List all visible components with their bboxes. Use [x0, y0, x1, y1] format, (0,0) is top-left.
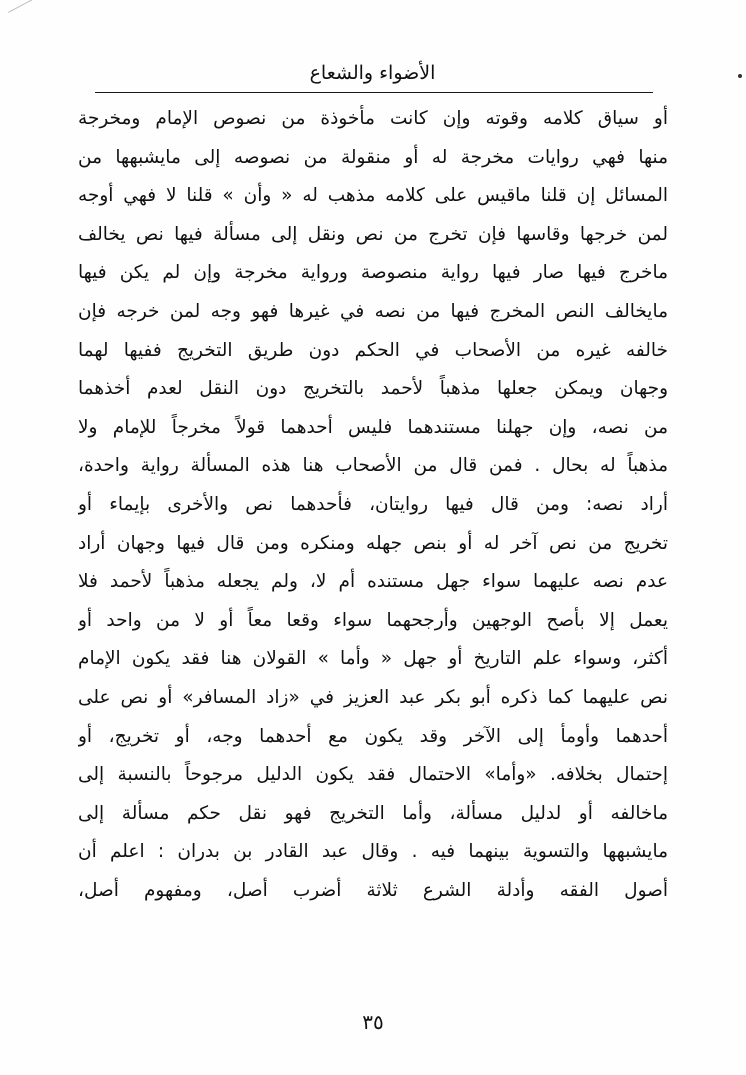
text-line: خالفه غيره من الأصحاب في الحكم دون طريق التخريج ففيها لهما: [78, 339, 668, 361]
running-header-title: الأضواء والشعاع: [309, 62, 436, 84]
scan-artifact-dot: [738, 74, 742, 78]
text-line: أو سياق كلامه وقوته وإن كانت مأخوذة من نصوص الإمام ومخرجة: [78, 108, 668, 129]
text-line: أحدهما وأومأ إلى الآخر وقد يكون مع أحدهما وجه، أو تخريج، أو: [78, 725, 668, 747]
text-line: وجهان ويمكن جعلها مذهباً لأحمد بالتخريج دون النقل لعدم أخذهما: [78, 378, 668, 400]
text-line: أكثر، وسواء علم التاريخ أو جهل « وأما » القولان هنا فقد يكون الإمام: [78, 648, 668, 670]
text-line: أصول الفقه وأدلة الشرع ثلاثة أضرب أصل، ومفهوم أصل،: [78, 879, 668, 901]
text-line: ماخالفه أو لدليل مسألة، وأما التخريج فهو نقل حكم مسألة إلى: [78, 802, 668, 824]
text-line: يعمل إلا بأصح الوجهين وأرجحهما سواء وقعا معاً أو لا من واحد أو: [78, 609, 668, 631]
page-number: ٣٥: [362, 1010, 384, 1034]
running-header: [95, 58, 650, 92]
text-line: المسائل إن قلنا ماقيس على كلامه مذهب له « وأن » قلنا لا فهي أوجه: [78, 185, 668, 207]
text-line: مايخالف النص المخرج فيها من نصه في غيرها فهو وجه لمن خرجه فإن: [78, 300, 668, 322]
header-divider: [95, 92, 653, 93]
text-line: نص عليهما كما ذكره أبو بكر عبد العزيز في «زاد المسافر» أو نص على: [78, 686, 668, 708]
text-line: عدم نصه عليهما سواء جهل مستنده أم لا، ولم يجعله مذهباً لأحمد فلا: [78, 571, 668, 593]
text-line: لمن خرجها وقاسها فإن تخرج من نص ونقل إلى مسألة فيها نص يخالف: [78, 223, 668, 245]
text-line: من نصه، وإن جهلنا مستندهما فليس أحدهما قولاً مخرجاً للإمام ولا: [78, 416, 668, 438]
text-line: إحتمال بخلافه. «وأما» الاحتمال فقد يكون الدليل مرجوحاً بالنسبة إلى: [78, 764, 668, 786]
text-line: ماخرج فيها صار فيها رواية منصوصة ورواية مخرجة وإن لم يكن فيها: [78, 262, 668, 284]
text-line: أراد نصه: ومن قال فيها روايتان، فأحدهما نص والأخرى بإيماء أو: [78, 493, 668, 515]
text-line: مايشبهها والتسوية بينهما فيه . وقال عبد القادر بن بدران : اعلم أن: [78, 841, 668, 863]
text-line: مذهباً له بحال . فمن قال من الأصحاب هنا هذه المسألة رواية واحدة،: [78, 455, 668, 477]
scan-artifact-line: [8, 0, 48, 14]
body-text: [78, 100, 668, 910]
text-line: منها فهي روايات مخرجة له أو منقولة من نصوصه إلى مايشبهها من: [78, 146, 668, 168]
text-line: تخريج من نص آخر له أو بنص جهله ومنكره ومن قال فيها وجهان أراد: [78, 532, 668, 554]
